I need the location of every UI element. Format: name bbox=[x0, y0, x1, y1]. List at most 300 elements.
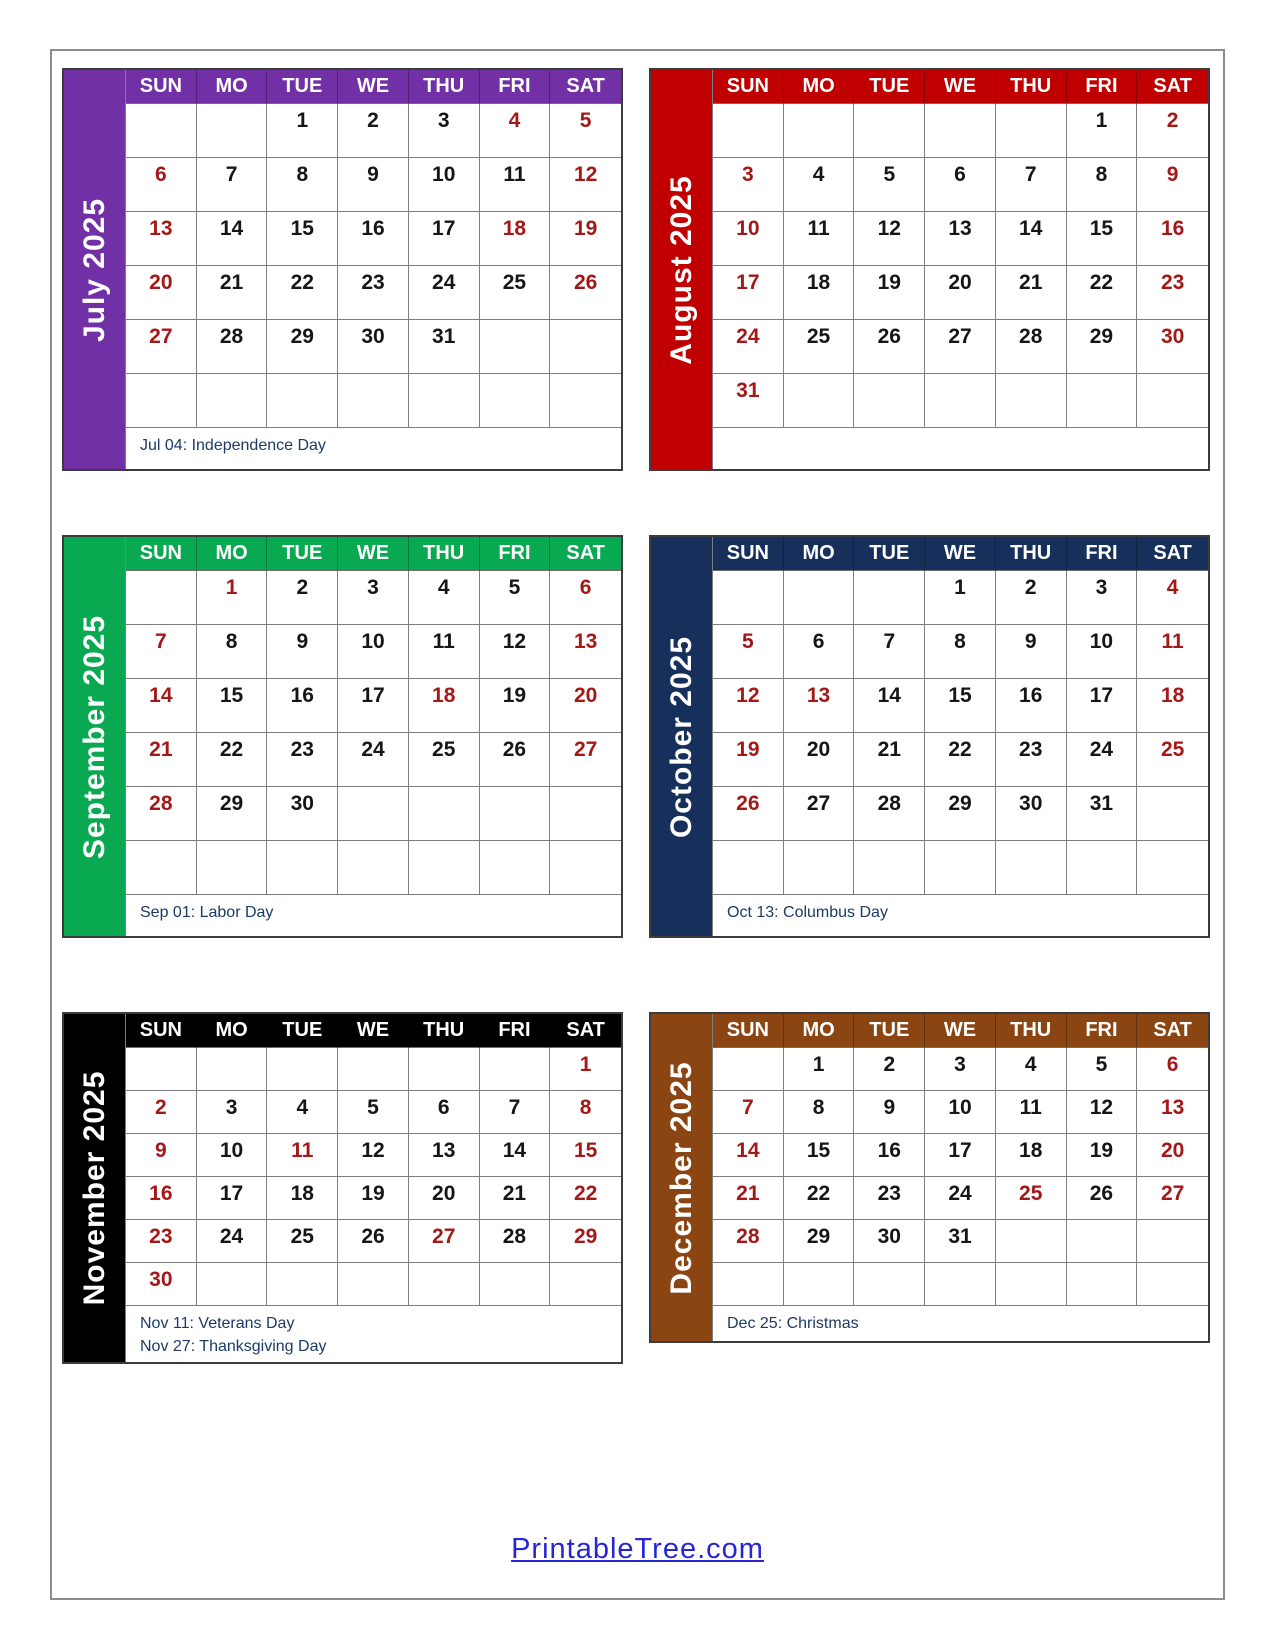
week-row bbox=[713, 679, 1208, 733]
day-cell bbox=[126, 374, 197, 428]
day-cell bbox=[925, 1263, 996, 1306]
day-cell: 20 bbox=[1137, 1134, 1208, 1177]
day-cell bbox=[338, 1263, 409, 1306]
day-cell bbox=[1067, 1263, 1138, 1306]
day-cell bbox=[784, 1263, 855, 1306]
day-cell bbox=[126, 1048, 197, 1091]
day-header-fri: FRI bbox=[1067, 537, 1138, 571]
day-cell: 29 bbox=[1067, 320, 1138, 374]
day-cell: 1 bbox=[784, 1048, 855, 1091]
day-cell: 26 bbox=[1067, 1177, 1138, 1220]
day-cell: 20 bbox=[550, 679, 621, 733]
day-cell bbox=[996, 1220, 1067, 1263]
day-cell: 21 bbox=[996, 266, 1067, 320]
month-days bbox=[126, 70, 621, 469]
day-cell: 9 bbox=[1137, 158, 1208, 212]
day-cell: 14 bbox=[996, 212, 1067, 266]
day-cell: 27 bbox=[409, 1220, 480, 1263]
day-cell: 29 bbox=[267, 320, 338, 374]
day-cell: 9 bbox=[854, 1091, 925, 1134]
day-cell: 8 bbox=[925, 625, 996, 679]
week-row bbox=[713, 266, 1208, 320]
month-band bbox=[651, 537, 713, 936]
day-cell bbox=[1137, 374, 1208, 428]
day-cell: 25 bbox=[267, 1220, 338, 1263]
day-cell bbox=[925, 841, 996, 895]
day-cell: 2 bbox=[267, 571, 338, 625]
day-cell: 6 bbox=[925, 158, 996, 212]
day-cell: 21 bbox=[854, 733, 925, 787]
day-cell bbox=[1067, 1220, 1138, 1263]
month-title: August 2025 bbox=[664, 174, 698, 365]
day-cell: 3 bbox=[409, 104, 480, 158]
day-cell bbox=[996, 104, 1067, 158]
week-row bbox=[713, 787, 1208, 841]
day-cell: 11 bbox=[996, 1091, 1067, 1134]
day-cell bbox=[338, 841, 409, 895]
week-row bbox=[713, 1091, 1208, 1134]
day-cell: 2 bbox=[854, 1048, 925, 1091]
day-cell: 17 bbox=[1067, 679, 1138, 733]
month-band bbox=[64, 70, 126, 469]
week-row bbox=[713, 571, 1208, 625]
day-header-row bbox=[126, 537, 621, 571]
day-cell bbox=[267, 1048, 338, 1091]
day-cell: 29 bbox=[925, 787, 996, 841]
day-cell bbox=[480, 320, 551, 374]
week-row bbox=[126, 733, 621, 787]
page-frame bbox=[50, 49, 1225, 1600]
day-cell bbox=[996, 1263, 1067, 1306]
day-cell bbox=[854, 104, 925, 158]
day-cell: 15 bbox=[267, 212, 338, 266]
day-cell: 5 bbox=[480, 571, 551, 625]
day-cell: 4 bbox=[1137, 571, 1208, 625]
day-cell bbox=[550, 374, 621, 428]
day-cell bbox=[267, 1263, 338, 1306]
week-row bbox=[126, 212, 621, 266]
day-header-sun: SUN bbox=[126, 537, 197, 571]
day-cell: 12 bbox=[338, 1134, 409, 1177]
week-row bbox=[126, 787, 621, 841]
day-cell bbox=[550, 841, 621, 895]
month-title: October 2025 bbox=[664, 635, 698, 838]
day-cell: 31 bbox=[925, 1220, 996, 1263]
day-cell: 13 bbox=[1137, 1091, 1208, 1134]
day-header-sun: SUN bbox=[126, 70, 197, 104]
day-cell bbox=[197, 104, 268, 158]
day-cell: 18 bbox=[480, 212, 551, 266]
day-cell: 30 bbox=[267, 787, 338, 841]
day-cell: 13 bbox=[784, 679, 855, 733]
day-cell: 18 bbox=[409, 679, 480, 733]
month-days bbox=[126, 1014, 621, 1362]
day-cell: 12 bbox=[1067, 1091, 1138, 1134]
day-cell: 14 bbox=[854, 679, 925, 733]
day-header-sat: SAT bbox=[550, 70, 621, 104]
week-row bbox=[126, 1177, 621, 1220]
day-cell: 26 bbox=[550, 266, 621, 320]
day-cell: 27 bbox=[126, 320, 197, 374]
calendar-row-3 bbox=[52, 1012, 1223, 1364]
month-title: September 2025 bbox=[77, 614, 111, 859]
day-cell: 15 bbox=[1067, 212, 1138, 266]
day-cell bbox=[409, 1263, 480, 1306]
week-row bbox=[713, 1134, 1208, 1177]
day-cell: 31 bbox=[713, 374, 784, 428]
day-cell: 4 bbox=[267, 1091, 338, 1134]
day-cell bbox=[480, 374, 551, 428]
day-cell: 16 bbox=[267, 679, 338, 733]
day-cell: 2 bbox=[996, 571, 1067, 625]
week-row bbox=[713, 374, 1208, 428]
holiday-notes bbox=[126, 895, 621, 936]
day-cell: 2 bbox=[126, 1091, 197, 1134]
day-cell: 27 bbox=[784, 787, 855, 841]
day-cell: 25 bbox=[784, 320, 855, 374]
day-cell bbox=[854, 841, 925, 895]
day-header-thu: THU bbox=[409, 70, 480, 104]
day-cell: 30 bbox=[126, 1263, 197, 1306]
day-cell: 20 bbox=[925, 266, 996, 320]
day-cell: 6 bbox=[784, 625, 855, 679]
week-row bbox=[713, 320, 1208, 374]
day-cell: 31 bbox=[1067, 787, 1138, 841]
day-cell: 28 bbox=[713, 1220, 784, 1263]
day-cell bbox=[713, 571, 784, 625]
day-cell bbox=[1137, 841, 1208, 895]
month-band bbox=[64, 1014, 126, 1362]
day-header-sat: SAT bbox=[1137, 70, 1208, 104]
day-header-thu: THU bbox=[409, 537, 480, 571]
week-row bbox=[126, 571, 621, 625]
day-cell bbox=[1067, 841, 1138, 895]
day-header-fri: FRI bbox=[480, 70, 551, 104]
day-cell: 17 bbox=[713, 266, 784, 320]
day-cell bbox=[409, 841, 480, 895]
day-header-mo: MO bbox=[784, 1014, 855, 1048]
week-row bbox=[126, 841, 621, 895]
day-cell: 22 bbox=[1067, 266, 1138, 320]
day-cell: 8 bbox=[550, 1091, 621, 1134]
week-row bbox=[126, 1091, 621, 1134]
day-cell: 11 bbox=[784, 212, 855, 266]
day-cell: 3 bbox=[713, 158, 784, 212]
day-cell: 19 bbox=[550, 212, 621, 266]
day-cell bbox=[409, 787, 480, 841]
day-header-mo: MO bbox=[197, 1014, 268, 1048]
day-cell: 30 bbox=[338, 320, 409, 374]
day-cell bbox=[409, 374, 480, 428]
week-row bbox=[126, 1134, 621, 1177]
day-cell bbox=[480, 1263, 551, 1306]
day-cell: 4 bbox=[480, 104, 551, 158]
day-cell bbox=[126, 104, 197, 158]
day-cell: 21 bbox=[713, 1177, 784, 1220]
holiday-notes bbox=[713, 428, 1208, 469]
day-cell: 12 bbox=[550, 158, 621, 212]
week-row bbox=[713, 1048, 1208, 1091]
day-header-sat: SAT bbox=[550, 1014, 621, 1048]
day-cell bbox=[550, 787, 621, 841]
day-cell bbox=[854, 571, 925, 625]
calendar-row-2 bbox=[52, 535, 1223, 938]
day-header-row bbox=[713, 1014, 1208, 1048]
day-cell: 6 bbox=[550, 571, 621, 625]
day-cell bbox=[925, 104, 996, 158]
day-header-sat: SAT bbox=[1137, 537, 1208, 571]
day-cell: 19 bbox=[1067, 1134, 1138, 1177]
day-cell bbox=[1137, 1263, 1208, 1306]
day-cell bbox=[197, 841, 268, 895]
day-cell bbox=[854, 374, 925, 428]
day-cell: 21 bbox=[480, 1177, 551, 1220]
day-cell: 30 bbox=[1137, 320, 1208, 374]
day-cell: 23 bbox=[854, 1177, 925, 1220]
week-row bbox=[713, 1177, 1208, 1220]
day-cell: 5 bbox=[854, 158, 925, 212]
day-cell: 22 bbox=[197, 733, 268, 787]
holiday-note: Jul 04: Independence Day bbox=[140, 437, 326, 454]
day-cell: 13 bbox=[126, 212, 197, 266]
day-cell: 23 bbox=[267, 733, 338, 787]
day-cell: 17 bbox=[409, 212, 480, 266]
day-cell: 15 bbox=[925, 679, 996, 733]
day-header-we: WE bbox=[925, 1014, 996, 1048]
day-header-fri: FRI bbox=[480, 537, 551, 571]
day-cell: 27 bbox=[925, 320, 996, 374]
day-header-tue: TUE bbox=[267, 1014, 338, 1048]
month-title: November 2025 bbox=[77, 1070, 111, 1306]
day-header-thu: THU bbox=[996, 70, 1067, 104]
day-header-sun: SUN bbox=[713, 537, 784, 571]
month-calendar-august-2025 bbox=[649, 68, 1210, 471]
day-cell: 5 bbox=[713, 625, 784, 679]
day-cell: 13 bbox=[550, 625, 621, 679]
day-cell bbox=[338, 787, 409, 841]
day-cell: 30 bbox=[996, 787, 1067, 841]
day-cell: 24 bbox=[925, 1177, 996, 1220]
day-cell: 9 bbox=[338, 158, 409, 212]
day-cell: 29 bbox=[197, 787, 268, 841]
week-row bbox=[713, 158, 1208, 212]
day-cell: 26 bbox=[713, 787, 784, 841]
day-cell: 3 bbox=[338, 571, 409, 625]
day-cell: 10 bbox=[409, 158, 480, 212]
day-cell: 14 bbox=[126, 679, 197, 733]
day-header-we: WE bbox=[925, 70, 996, 104]
holiday-note: Nov 11: Veterans Day bbox=[140, 1315, 295, 1332]
day-cell bbox=[925, 374, 996, 428]
day-cell: 6 bbox=[409, 1091, 480, 1134]
holiday-notes bbox=[713, 1306, 1208, 1341]
day-cell: 15 bbox=[550, 1134, 621, 1177]
day-cell: 19 bbox=[854, 266, 925, 320]
week-row bbox=[126, 374, 621, 428]
day-cell: 4 bbox=[784, 158, 855, 212]
month-days bbox=[713, 537, 1208, 936]
day-cell bbox=[1067, 374, 1138, 428]
day-cell: 14 bbox=[713, 1134, 784, 1177]
day-header-sat: SAT bbox=[550, 537, 621, 571]
week-row bbox=[713, 841, 1208, 895]
week-row bbox=[713, 1263, 1208, 1306]
day-header-fri: FRI bbox=[480, 1014, 551, 1048]
day-header-we: WE bbox=[338, 537, 409, 571]
day-cell: 15 bbox=[784, 1134, 855, 1177]
day-cell: 8 bbox=[267, 158, 338, 212]
day-header-mo: MO bbox=[197, 537, 268, 571]
week-row bbox=[713, 733, 1208, 787]
day-cell: 29 bbox=[550, 1220, 621, 1263]
day-header-fri: FRI bbox=[1067, 1014, 1138, 1048]
month-calendar-september-2025 bbox=[62, 535, 623, 938]
day-cell: 7 bbox=[480, 1091, 551, 1134]
day-cell: 31 bbox=[409, 320, 480, 374]
day-cell: 21 bbox=[126, 733, 197, 787]
day-cell: 28 bbox=[480, 1220, 551, 1263]
day-cell: 7 bbox=[126, 625, 197, 679]
day-cell: 10 bbox=[338, 625, 409, 679]
day-cell: 15 bbox=[197, 679, 268, 733]
day-cell: 16 bbox=[1137, 212, 1208, 266]
day-cell bbox=[197, 1263, 268, 1306]
day-cell bbox=[409, 1048, 480, 1091]
day-cell: 21 bbox=[197, 266, 268, 320]
day-header-tue: TUE bbox=[267, 537, 338, 571]
day-cell: 14 bbox=[480, 1134, 551, 1177]
day-cell: 14 bbox=[197, 212, 268, 266]
day-cell: 28 bbox=[197, 320, 268, 374]
day-cell: 1 bbox=[550, 1048, 621, 1091]
day-cell: 17 bbox=[925, 1134, 996, 1177]
day-cell: 19 bbox=[338, 1177, 409, 1220]
day-cell bbox=[1137, 1220, 1208, 1263]
month-calendar-october-2025 bbox=[649, 535, 1210, 938]
day-cell bbox=[480, 841, 551, 895]
month-title: July 2025 bbox=[77, 197, 111, 342]
week-row bbox=[126, 1220, 621, 1263]
day-cell: 22 bbox=[925, 733, 996, 787]
day-cell: 7 bbox=[197, 158, 268, 212]
day-cell: 24 bbox=[197, 1220, 268, 1263]
day-cell: 10 bbox=[197, 1134, 268, 1177]
day-cell: 12 bbox=[854, 212, 925, 266]
day-cell: 8 bbox=[784, 1091, 855, 1134]
day-cell: 25 bbox=[996, 1177, 1067, 1220]
day-cell: 18 bbox=[1137, 679, 1208, 733]
week-row bbox=[126, 679, 621, 733]
day-cell bbox=[550, 320, 621, 374]
day-cell bbox=[854, 1263, 925, 1306]
day-cell: 11 bbox=[267, 1134, 338, 1177]
day-cell: 23 bbox=[126, 1220, 197, 1263]
day-cell: 24 bbox=[409, 266, 480, 320]
day-cell: 22 bbox=[550, 1177, 621, 1220]
day-cell: 26 bbox=[338, 1220, 409, 1263]
day-cell: 18 bbox=[267, 1177, 338, 1220]
day-cell bbox=[713, 1048, 784, 1091]
day-header-tue: TUE bbox=[854, 1014, 925, 1048]
day-cell bbox=[713, 841, 784, 895]
day-header-sun: SUN bbox=[713, 1014, 784, 1048]
month-band bbox=[651, 1014, 713, 1341]
holiday-note: Nov 27: Thanksgiving Day bbox=[140, 1338, 327, 1356]
day-cell: 18 bbox=[784, 266, 855, 320]
day-cell: 5 bbox=[550, 104, 621, 158]
holiday-note: Dec 25: Christmas bbox=[727, 1315, 859, 1332]
day-cell: 16 bbox=[126, 1177, 197, 1220]
day-cell: 13 bbox=[925, 212, 996, 266]
day-header-row bbox=[126, 1014, 621, 1048]
day-cell: 20 bbox=[784, 733, 855, 787]
day-cell: 29 bbox=[784, 1220, 855, 1263]
day-cell: 26 bbox=[480, 733, 551, 787]
day-cell: 24 bbox=[1067, 733, 1138, 787]
day-cell: 7 bbox=[996, 158, 1067, 212]
day-header-tue: TUE bbox=[854, 70, 925, 104]
day-cell bbox=[784, 374, 855, 428]
day-cell bbox=[267, 374, 338, 428]
day-cell bbox=[784, 841, 855, 895]
day-cell: 7 bbox=[713, 1091, 784, 1134]
day-header-tue: TUE bbox=[267, 70, 338, 104]
week-row bbox=[713, 625, 1208, 679]
day-cell: 6 bbox=[126, 158, 197, 212]
day-cell bbox=[713, 104, 784, 158]
day-cell: 2 bbox=[338, 104, 409, 158]
day-cell bbox=[784, 571, 855, 625]
holiday-notes bbox=[713, 895, 1208, 936]
day-cell: 25 bbox=[409, 733, 480, 787]
day-cell: 25 bbox=[1137, 733, 1208, 787]
month-calendar-july-2025 bbox=[62, 68, 623, 471]
day-cell: 10 bbox=[925, 1091, 996, 1134]
day-cell: 26 bbox=[854, 320, 925, 374]
site-link[interactable]: PrintableTree.com bbox=[511, 1533, 764, 1565]
week-row bbox=[126, 1263, 621, 1306]
day-cell: 1 bbox=[267, 104, 338, 158]
day-header-mo: MO bbox=[784, 537, 855, 571]
day-cell: 18 bbox=[996, 1134, 1067, 1177]
calendar-row-1 bbox=[52, 68, 1223, 471]
day-cell bbox=[550, 1263, 621, 1306]
day-header-we: WE bbox=[338, 70, 409, 104]
day-header-thu: THU bbox=[996, 1014, 1067, 1048]
day-cell bbox=[480, 787, 551, 841]
month-calendar-november-2025 bbox=[62, 1012, 623, 1364]
day-cell: 1 bbox=[197, 571, 268, 625]
day-cell: 16 bbox=[854, 1134, 925, 1177]
day-cell bbox=[784, 104, 855, 158]
holiday-notes bbox=[126, 1306, 621, 1362]
week-row bbox=[126, 1048, 621, 1091]
week-row bbox=[126, 266, 621, 320]
holiday-note: Oct 13: Columbus Day bbox=[727, 904, 888, 921]
day-header-mo: MO bbox=[197, 70, 268, 104]
day-cell: 12 bbox=[713, 679, 784, 733]
day-cell: 1 bbox=[925, 571, 996, 625]
day-header-thu: THU bbox=[409, 1014, 480, 1048]
day-cell: 22 bbox=[267, 266, 338, 320]
day-cell: 9 bbox=[996, 625, 1067, 679]
day-cell: 25 bbox=[480, 266, 551, 320]
day-cell: 10 bbox=[713, 212, 784, 266]
day-cell bbox=[197, 1048, 268, 1091]
week-row bbox=[713, 1220, 1208, 1263]
day-cell: 23 bbox=[338, 266, 409, 320]
day-cell: 17 bbox=[338, 679, 409, 733]
